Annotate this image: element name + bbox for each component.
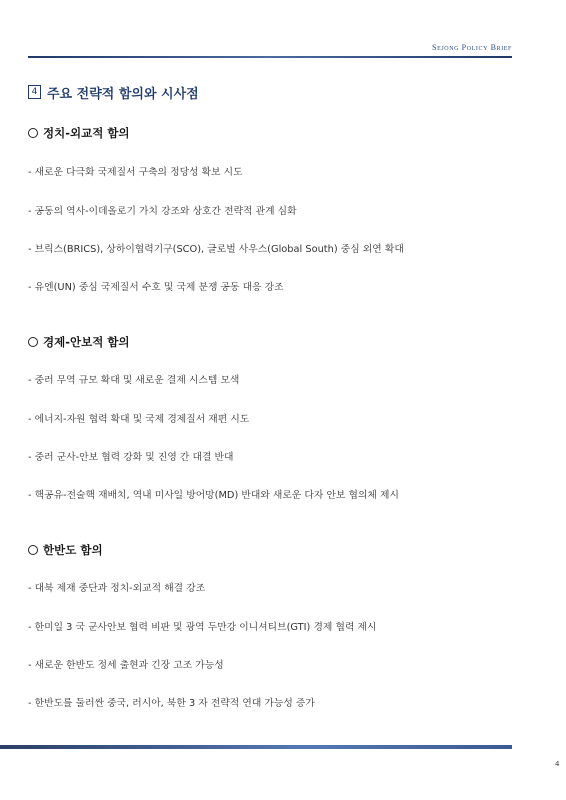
section-title-text: 주요 전략적 함의와 시사점: [47, 86, 199, 102]
list-item: - 중러 무역 규모 확대 및 새로운 결제 시스템 모색: [28, 375, 240, 386]
subsection-title: [28, 125, 130, 141]
list-item: - 새로운 다극화 국제질서 구축의 정당성 확보 시도: [28, 167, 243, 178]
list-item: - 핵공유-전술핵 재배치, 역내 미사일 방어망(MD) 반대와 새로운 다자 안보 협의체 제시: [28, 490, 399, 501]
list-item: - 한반도를 둘러싼 중국, 러시아, 북한 3 자 전략적 연대 가능성 증가: [28, 698, 315, 709]
header-rule: [28, 56, 512, 58]
subsection-title-text: 경제-안보적 함의: [43, 335, 130, 349]
list-item: - 중러 군사-안보 협력 강화 및 진영 간 대결 반대: [28, 452, 234, 463]
footer-rule: [0, 745, 512, 749]
list-item: - 새로운 한반도 정세 출현과 긴장 고조 가능성: [28, 660, 224, 671]
list-item: - 한미일 3 국 군사안보 협력 비판 및 광역 두만강 이니셔티브(GTI) 경제 협력 제시: [28, 622, 377, 633]
subsection-title: [28, 334, 130, 350]
section-number-box: 4: [28, 85, 41, 99]
circle-bullet-icon: [28, 337, 38, 347]
subsection-title-text: 한반도 함의: [43, 543, 103, 557]
list-item: - 에너지-자원 협력 확대 및 국제 경제질서 재편 시도: [28, 414, 250, 425]
list-item: - 유엔(UN) 중심 국제질서 수호 및 국제 분쟁 공동 대응 강조: [28, 282, 284, 293]
list-item: - 대북 제재 중단과 정치-외교적 해결 강조: [28, 583, 206, 594]
subsection-title: [28, 542, 103, 558]
header-brand: Sejong Policy Brief: [432, 43, 512, 52]
list-item: - 공동의 역사-이데올로기 가치 강조와 상호간 전략적 관계 심화: [28, 206, 297, 217]
section-title: [28, 84, 199, 100]
subsection-title-text: 정치-외교적 함의: [43, 126, 130, 140]
list-item: - 브릭스(BRICS), 상하이협력기구(SCO), 글로벌 사우스(Global South) 중심 외연 확대: [28, 244, 404, 255]
page-number: 4: [555, 760, 560, 768]
circle-bullet-icon: [28, 128, 38, 138]
circle-bullet-icon: [28, 545, 38, 555]
